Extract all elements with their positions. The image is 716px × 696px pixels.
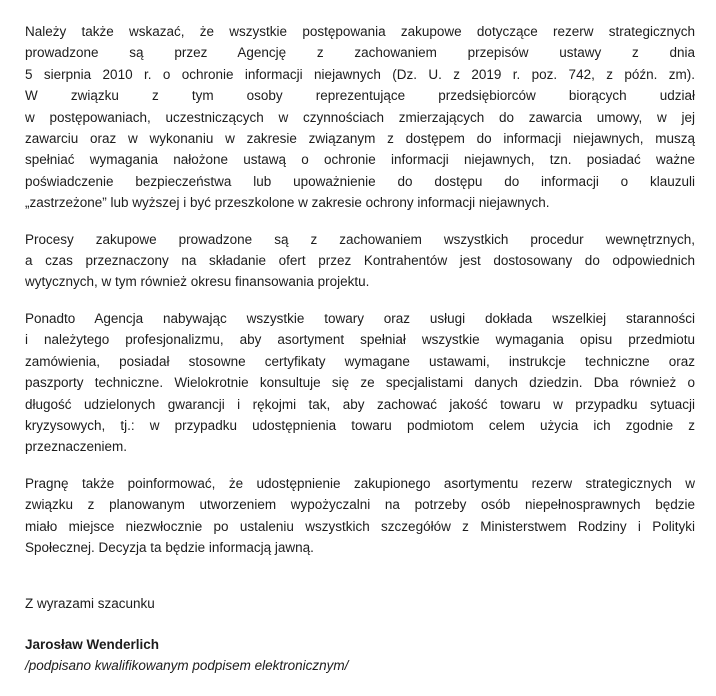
closing-salutation: Z wyrazami szacunku: [25, 596, 155, 612]
paragraph-line: zamówienia, posiadał stosowne certyfikaty wymagane ustawami, instrukcje techniczne oraz: [25, 353, 695, 369]
paragraph: [25, 473, 695, 559]
paragraph: [25, 21, 695, 214]
paragraph-line: wytycznych, w tym również okresu finansowania projektu.: [25, 274, 370, 290]
paragraph-line: paszporty techniczne. Wielokrotnie konsultuje się ze specjalistami danych dziedzin. Dba również o: [25, 375, 695, 391]
paragraph: [25, 308, 695, 458]
paragraphs-container: [25, 21, 695, 558]
paragraph-line: poświadczenie bezpieczeństwa lub upoważnienie do dostępu do informacji o klauzuli: [25, 173, 695, 189]
signature-electronic-note: /podpisano kwalifikowanym podpisem elektronicznym/: [25, 658, 349, 674]
paragraph-line: Społecznej. Decyzja ta będzie informacją jawną.: [25, 539, 314, 555]
paragraph-line: miało miejsce niezwłocznie po ustaleniu wszystkich szczegółów z Ministerstwem Rodziny i Polityki: [25, 518, 695, 534]
paragraph-line: zawarciu oraz w wykonaniu w zakresie związanym z dostępem do informacji niejawnych, muszą: [25, 131, 695, 147]
paragraph-line: w postępowaniach, uczestniczących w czynnościach zmierzających do zawarcia umowy, w jej: [25, 109, 695, 125]
paragraph-line: Ponadto Agencja nabywając wszystkie towary oraz usługi dokłada wszelkiej staranności: [25, 310, 695, 326]
paragraph-line: Pragnę także poinformować, że udostępnienie zakupionego asortymentu rezerw strategicznych w: [25, 475, 695, 491]
paragraph-line: przeznaczeniem.: [25, 439, 128, 455]
paragraph-line: 5 sierpnia 2010 r. o ochronie informacji niejawnych (Dz. U. z 2019 r. poz. 742, z późn. zm).: [25, 66, 695, 82]
paragraph-line: Procesy zakupowe prowadzone są z zachowaniem wszystkich procedur wewnętrznych,: [25, 231, 695, 247]
paragraph: [25, 229, 695, 293]
paragraph-line: spełniać wymagania nałożone ustawą o ochronie informacji niejawnych, tzn. posiadać ważne: [25, 152, 695, 168]
paragraph-line: Należy także wskazać, że wszystkie postępowania zakupowe dotyczące rezerw strategicznych: [25, 24, 695, 39]
paragraph-line: prowadzone są przez Agencję z zachowaniem przepisów ustawy z dnia: [25, 45, 695, 61]
paragraph-line: związku z planowanym utworzeniem wypożyczalni na potrzeby osób niepełnosprawnych będzie: [25, 497, 695, 513]
paragraph-line: długość udzielonych gwarancji i rękojmi tak, aby zachować jakość towaru w przypadku sytuacji: [25, 396, 695, 412]
paragraph-line: „zastrzeżone” lub wyższej i być przeszkolone w zakresie ochrony informacji niejawnych.: [25, 195, 550, 211]
paragraph-line: W związku z tym osoby reprezentujące przedsiębiorców biorących udział: [25, 88, 695, 104]
paragraph-line: kryzysowych, tj.: w przypadku udostępnienia towaru podmiotom celem użycia ich zgodnie z: [25, 417, 695, 433]
paragraph-line: i należytego profesjonalizmu, aby asortyment spełniał wszystkie wymagania opisu przedmiotu: [25, 332, 695, 348]
signature-name: Jarosław Wenderlich: [25, 636, 160, 652]
paragraph-line: a czas przeznaczony na składanie ofert przez Kontrahentów jest dostosowany do odpowiednich: [25, 253, 695, 269]
